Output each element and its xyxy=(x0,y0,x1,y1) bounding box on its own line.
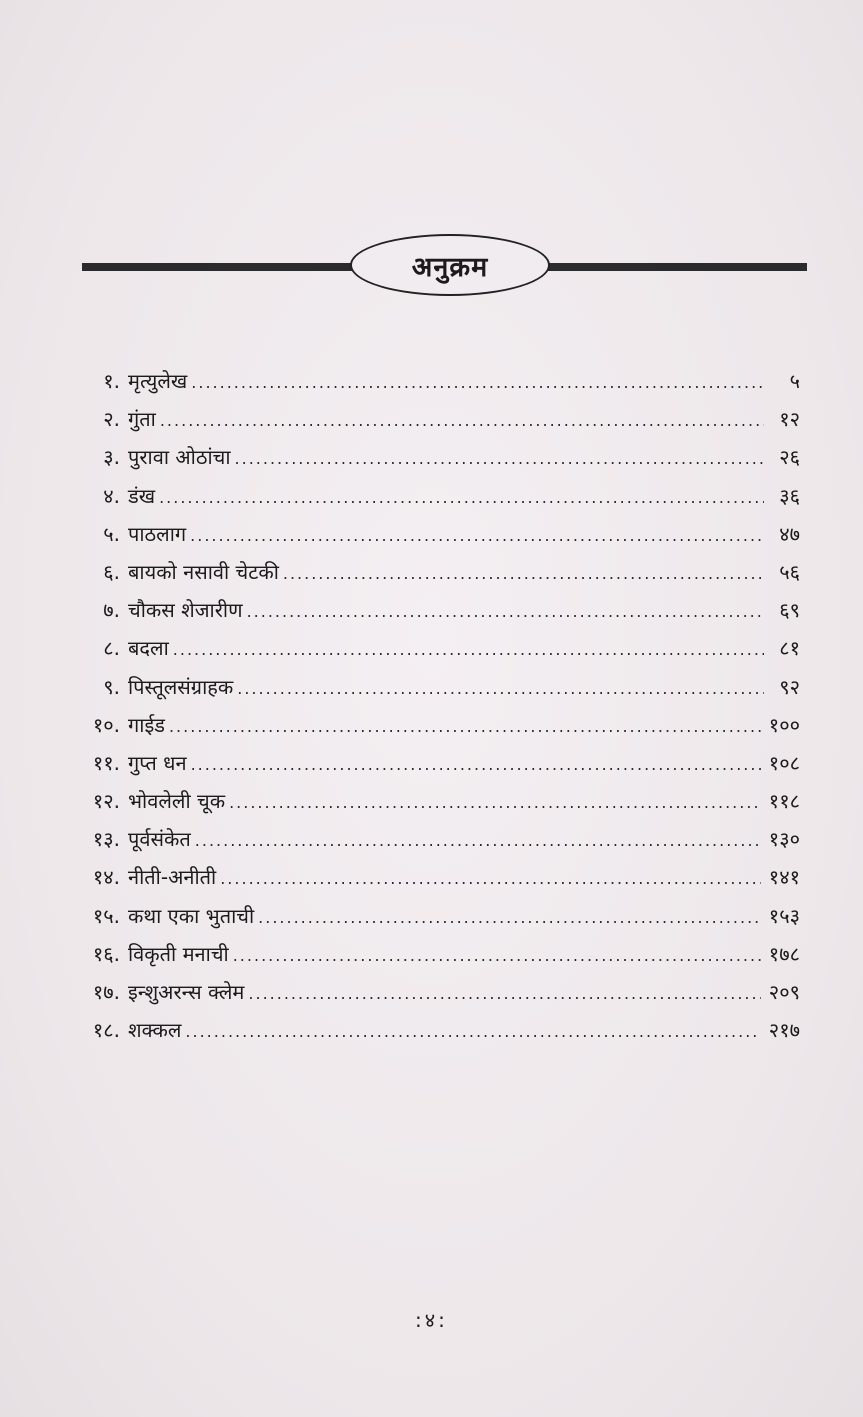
toc-entry-title: बदला xyxy=(128,636,169,661)
toc-entry-page: १२ xyxy=(779,407,800,432)
page-number: :४: xyxy=(415,1308,448,1332)
toc-entry xyxy=(80,863,800,901)
toc-entry-number: १६. xyxy=(92,941,120,966)
toc-entry-number: १५. xyxy=(92,903,120,928)
toc-leader-dots xyxy=(237,679,764,698)
toc-entry-title: भोवलेली चूक xyxy=(128,789,226,814)
toc-leader-dots xyxy=(233,946,761,965)
toc-entry-page: २६ xyxy=(779,445,800,470)
toc-entry-title: शक्कल xyxy=(128,1018,182,1043)
toc-entry xyxy=(80,902,800,940)
toc-entry-number: ४. xyxy=(103,483,120,508)
toc-entry-page: १५३ xyxy=(768,903,800,928)
toc-entry-number: १४. xyxy=(92,865,120,890)
toc-entry xyxy=(80,596,800,634)
toc-entry-title: मृत्युलेख xyxy=(128,369,188,393)
toc-entry-number: ५. xyxy=(103,521,120,546)
toc-entry-page: १०० xyxy=(768,712,800,737)
toc-entry xyxy=(80,634,800,672)
toc-entry xyxy=(80,1016,800,1054)
toc-entry-number: १७. xyxy=(92,980,120,1004)
toc-entry-page: ६९ xyxy=(779,598,800,623)
toc-entry-page: ११८ xyxy=(768,789,800,814)
toc-entry-title: पिस्तूलसंग्राहक xyxy=(128,674,234,699)
toc-entry-page: १४१ xyxy=(768,865,800,890)
toc-entry xyxy=(80,558,800,596)
page-title: अनुक्रम xyxy=(411,251,489,283)
toc-leader-dots xyxy=(229,793,761,812)
toc-leader-dots xyxy=(258,908,761,927)
table-of-contents xyxy=(80,367,800,1054)
toc-entry xyxy=(80,940,800,978)
toc-entry-page: ८१ xyxy=(779,636,800,661)
toc-entry-title: विकृती मनाची xyxy=(128,941,229,966)
toc-entry xyxy=(80,405,800,443)
heading-oval xyxy=(350,234,550,296)
toc-entry-number: १३. xyxy=(92,827,120,852)
toc-entry xyxy=(80,711,800,749)
toc-entry-page: १७८ xyxy=(768,941,800,966)
toc-entry-page: ५६ xyxy=(779,559,800,584)
toc-entry xyxy=(80,520,800,558)
toc-entry xyxy=(80,367,800,405)
toc-leader-dots xyxy=(235,449,764,468)
toc-leader-dots xyxy=(283,564,764,583)
toc-entry-number: २. xyxy=(103,407,120,432)
toc-entry-page: १३० xyxy=(768,827,800,852)
toc-entry-title: चौकस शेजारीण xyxy=(128,598,243,623)
toc-leader-dots xyxy=(191,755,761,774)
toc-entry xyxy=(80,978,800,1016)
toc-entry-number: ८. xyxy=(103,636,120,661)
toc-entry-title: पूर्वसंकेत xyxy=(128,827,191,852)
toc-entry-title: इन्शुअरन्स क्लेम xyxy=(128,980,245,1004)
toc-entry xyxy=(80,749,800,787)
toc-entry-page: १०८ xyxy=(768,750,800,775)
toc-entry-page: २०९ xyxy=(768,980,800,1004)
toc-entry xyxy=(80,673,800,711)
toc-entry-number: ३. xyxy=(103,445,120,470)
toc-entry-number: ११. xyxy=(92,750,120,775)
toc-entry-number: १२. xyxy=(92,789,120,814)
toc-leader-dots xyxy=(159,488,764,507)
toc-leader-dots xyxy=(220,869,761,888)
toc-entry-title: कथा एका भुताची xyxy=(128,903,255,928)
heading-rule-left xyxy=(82,263,362,271)
toc-entry-page: २१७ xyxy=(768,1018,800,1043)
toc-entry-title: गुंता xyxy=(128,407,156,432)
toc-entry xyxy=(80,443,800,481)
toc-leader-dots xyxy=(191,373,764,392)
toc-entry-page: ४७ xyxy=(779,521,800,546)
toc-entry-number: १. xyxy=(103,369,120,393)
toc-leader-dots xyxy=(160,411,764,430)
toc-entry-title: डंख xyxy=(128,483,156,508)
toc-leader-dots xyxy=(169,717,761,736)
toc-entry-title: नीती-अनीती xyxy=(128,865,217,890)
toc-leader-dots xyxy=(190,526,764,545)
toc-entry-title: पुरावा ओठांचा xyxy=(128,445,231,470)
toc-entry-page: ३६ xyxy=(779,483,800,508)
toc-entry-number: ९. xyxy=(103,674,120,699)
toc-entry-page: ५ xyxy=(789,369,800,393)
toc-entry xyxy=(80,787,800,825)
heading-rule-right xyxy=(544,263,807,271)
toc-leader-dots xyxy=(185,1022,760,1041)
toc-leader-dots xyxy=(247,602,764,621)
toc-leader-dots xyxy=(248,984,760,1003)
toc-entry-number: १०. xyxy=(92,712,120,737)
toc-entry-title: बायको नसावी चेटकी xyxy=(128,559,279,584)
toc-entry-page: ९२ xyxy=(779,674,800,699)
toc-entry xyxy=(80,482,800,520)
toc-entry xyxy=(80,825,800,863)
toc-entry-title: पाठलाग xyxy=(128,521,187,546)
toc-leader-dots xyxy=(173,640,764,659)
toc-entry-number: ७. xyxy=(103,598,120,623)
toc-entry-title: गाईड xyxy=(128,712,165,737)
toc-leader-dots xyxy=(195,831,761,850)
toc-entry-title: गुप्त धन xyxy=(128,750,187,775)
toc-entry-number: १८. xyxy=(92,1018,120,1043)
toc-entry-number: ६. xyxy=(103,559,120,584)
